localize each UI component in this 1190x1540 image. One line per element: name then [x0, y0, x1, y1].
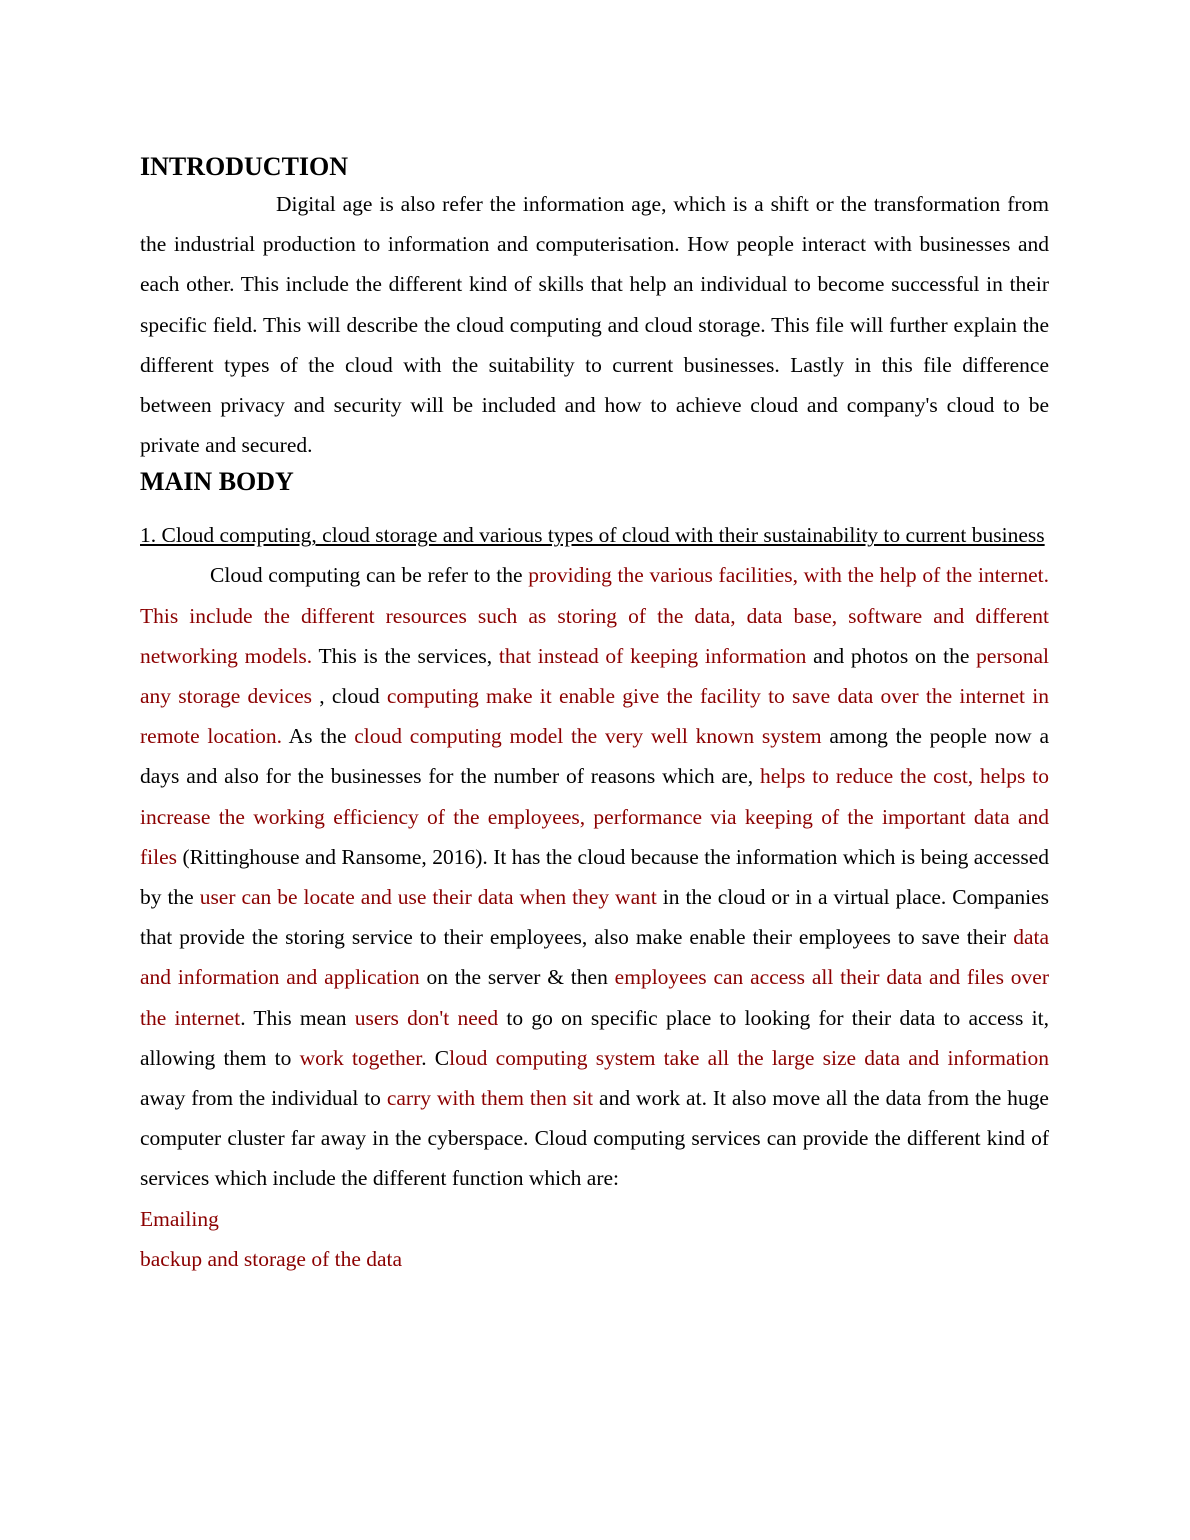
highlighted-text-segment: computing make it enable give the facility to save data over the internet in remote location.: [140, 684, 1049, 749]
text-segment: and photos on the: [806, 643, 977, 668]
text-segment: among the people now a days and also for the businesses for the number of reasons which are,: [140, 724, 1049, 789]
list-item-emailing: Emailing: [140, 1206, 219, 1231]
highlighted-text-segment: loud computing system take all the large size data and information: [449, 1045, 1049, 1070]
text-segment: in the cloud or in a virtual place. Companies that provide the storing service to their employees, also make enable their employees to save their: [140, 885, 1049, 950]
text-segment: away from the individual to: [140, 1086, 387, 1111]
highlighted-text-segment: helps to reduce the cost, helps to increase the working efficiency of the employees, performance via keeping of the important data and files: [140, 764, 1050, 869]
text-segment: (Rittinghouse and Ransome, 2016). It has the cloud because the information which is being accessed by the: [140, 844, 1049, 910]
text-segment: This is the services,: [312, 643, 499, 668]
text-segment: . This mean: [240, 1005, 355, 1030]
highlighted-text-segment: users don't need: [354, 1005, 499, 1030]
text-segment: to go on specific place to looking for their data to access it, allowing them to: [140, 1005, 1049, 1070]
highlighted-text-segment: personal any storage devices: [140, 643, 1049, 709]
highlighted-text-segment: work together: [299, 1045, 422, 1070]
main-body-heading: MAIN BODY: [140, 467, 294, 497]
highlighted-text-segment: employees can access all their data and files over the internet: [140, 965, 1049, 1030]
text-segment: Cloud computing can be refer to the: [210, 563, 529, 588]
highlighted-text-segment: that instead of keeping information: [498, 643, 807, 668]
text-segment: on the server & then: [419, 965, 615, 990]
section-1-title: 1. Cloud computing, cloud storage and various types of cloud with their sustainability to current business: [140, 523, 1045, 548]
text-segment: As the: [282, 724, 355, 749]
highlighted-text-segment: carry with them then sit: [386, 1086, 594, 1111]
highlighted-text-segment: providing the various facilities, with the help of the internet. This include the different resources such as storing of the data, data base, software and different networking models.: [140, 563, 1049, 668]
list-item-backup-storage: backup and storage of the data: [140, 1246, 403, 1271]
highlighted-text-segment: cloud computing model the very well known system: [354, 724, 822, 749]
highlighted-text-segment: user can be locate and use their data when they want: [199, 885, 657, 910]
highlighted-text-segment: data and information and application: [140, 925, 1049, 990]
text-segment: . C: [421, 1045, 450, 1070]
cloud-computing-paragraph: [140, 555, 1049, 1198]
introduction-heading: INTRODUCTION: [140, 152, 349, 181]
introduction-paragraph: Digital age is also refer the information age, which is a shift or the transformation from the industrial production to information and computerisation. How people interact with businesses and each other. This include the different kind of skills that help an individual to become successful in their specific field. This will describe the cloud computing and cloud storage. This file will further explain the different types of the cloud with the suitability to current businesses. Lastly in this file difference between privacy and security will be included and how to achieve cloud and company's cloud to be private and secured.: [140, 192, 1049, 458]
text-segment: and work at. It also move all the data from the huge computer cluster far away in the cyberspace. Cloud computing services can provide the different kind of services which include the different function which are:: [140, 1086, 1049, 1191]
document-page: [140, 150, 1049, 1279]
text-segment: , cloud: [312, 684, 387, 709]
